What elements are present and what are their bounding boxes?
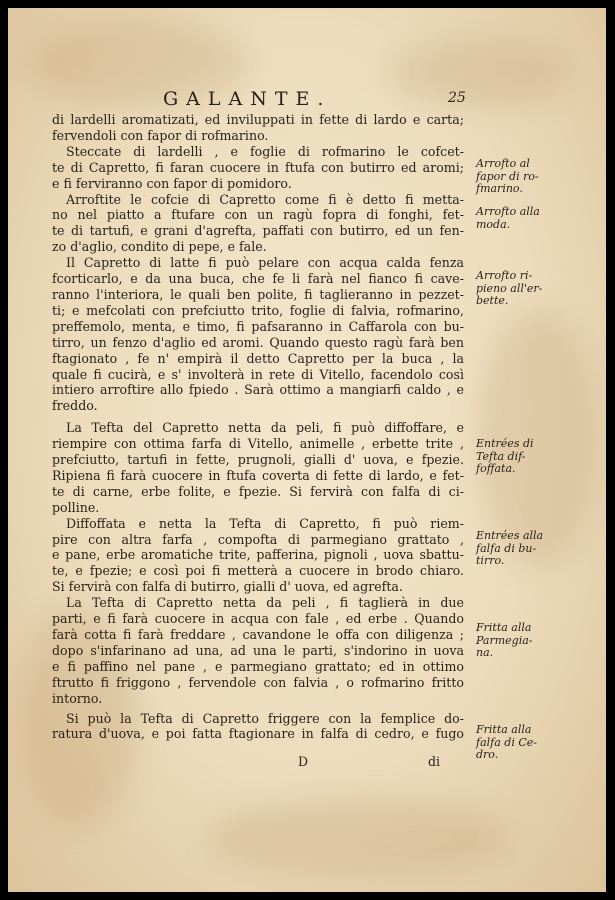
text-line: Il Capretto di latte fi può pelare con acqua calda fenza bbox=[66, 255, 464, 271]
running-title: GALANTE. bbox=[163, 88, 332, 110]
text-line: te di carne, erbe folite, e fpezie. Si fervirà con falfa di ci- bbox=[52, 483, 464, 499]
text-line: ftagionato , fe n' empirà il detto Capretto per la buca , la bbox=[52, 350, 464, 366]
margin-note-line: foffata. bbox=[476, 462, 516, 475]
margin-note-line: falfa di Ce- bbox=[476, 735, 537, 749]
text-line: quale fi cucirà, e s' involterà in rete di Vitello, facendolo così bbox=[52, 366, 464, 382]
margin-note-line: Fritta alla bbox=[476, 723, 532, 736]
text-line: pire con altra farfa , compofta di parmegiano grattato , bbox=[52, 531, 464, 547]
margin-note-fritta-cedro bbox=[476, 724, 594, 762]
text-line: te, e fpezie; e così poi fi metterà a cuocere in brodo chiaro. bbox=[52, 563, 464, 579]
text-line: riempire con ottima farfa di Vitello, animelle , erbette trite , bbox=[52, 436, 464, 452]
margin-note-line: Fritta alla bbox=[476, 621, 532, 634]
text-line: preffemolo, menta, e timo, fi pafsaranno in Caffarola con bu- bbox=[52, 318, 464, 334]
text-line: ftrutto fi friggono , fervendole con falvia , o rofmarino fritto bbox=[52, 674, 464, 690]
margin-note-line: moda. bbox=[476, 217, 511, 231]
margin-note-line: Arrofto ri- bbox=[476, 269, 533, 282]
text-line: dopo s'infarinano ad una, ad una le parti, s'indorino in uova bbox=[52, 642, 464, 658]
text-line: tirro, un fenzo d'aglio ed aromi. Quando questo ragù farà ben bbox=[52, 334, 464, 350]
text-line: ti; e mefcolati con prefciutto trito, foglie di falvia, rofmarino, bbox=[52, 302, 464, 318]
text-line: polline. bbox=[52, 499, 100, 515]
margin-note-fritta-parmegiana bbox=[476, 622, 594, 660]
margin-note-line: tirro. bbox=[476, 554, 505, 567]
margin-note-line: bette. bbox=[476, 294, 509, 307]
text-line: fervendoli con fapor di rofmarino. bbox=[52, 127, 269, 143]
margin-note-entrees-dissossata bbox=[476, 438, 594, 476]
text-line: Si può la Tefta di Capretto friggere con la femplice do- bbox=[66, 710, 464, 726]
margin-note-line: Arrofto alla bbox=[476, 205, 540, 218]
text-line: prefciutto, tartufi in fette, prugnoli, gialli d' uova, e fpezie. bbox=[52, 452, 464, 468]
text-line: farà cotta fi farà freddare , cavandone le offa con diligenza ; bbox=[52, 627, 464, 642]
text-line: e pane, erbe aromatiche trite, pafferina, pignoli , uova sbattu- bbox=[52, 547, 464, 563]
margin-note-line: falfa di bu- bbox=[476, 541, 537, 555]
text-line: Diffoffata e netta la Tefta di Capretto, fi può riem- bbox=[66, 515, 464, 531]
margin-note-line: Entrées di bbox=[476, 437, 534, 450]
paragraph bbox=[52, 255, 464, 414]
paragraph bbox=[52, 711, 464, 743]
text-line: Ripiena fi farà cuocere in ftufa coverta di fette di lardo, e fet- bbox=[52, 467, 464, 483]
margin-note-line: Entrées alla bbox=[476, 529, 544, 542]
text-line: no nel piatto a ftufare con un ragù fopra di fonghi, fet- bbox=[52, 207, 464, 223]
signature-mark: D bbox=[298, 754, 309, 769]
text-line: e fi ferviranno con fapor di pomidoro. bbox=[52, 175, 292, 191]
paragraph bbox=[52, 192, 464, 256]
margin-note-line: fapor di ro- bbox=[476, 169, 539, 183]
margin-note-line: Arrofto al bbox=[476, 157, 530, 170]
paragraph bbox=[52, 595, 464, 706]
text-line: parti, e fi farà cuocere in acqua con fale , ed erbe . Quando bbox=[52, 611, 464, 627]
text-line: zo d'aglio, condito di pepe, e fale. bbox=[52, 239, 267, 255]
paragraph bbox=[52, 112, 464, 144]
margin-note-line: fmarino. bbox=[476, 182, 523, 195]
text-line: e fi paffino nel pane , e parmegiano grattato; ed in ottimo bbox=[52, 658, 464, 674]
text-line: intorno. bbox=[52, 690, 103, 706]
margin-note-line: Tefta dif- bbox=[476, 449, 526, 463]
margin-note-line: dro. bbox=[476, 748, 499, 761]
margin-note-line: Parmegia- bbox=[476, 633, 533, 647]
text-line: freddo. bbox=[52, 398, 98, 414]
text-line: La Tefta del Capretto netta da peli, fi può diffoffare, e bbox=[66, 420, 464, 436]
body-text bbox=[52, 112, 464, 742]
page-stain bbox=[208, 798, 508, 878]
text-line: ranno l'interiora, le quali ben polite, fi taglieranno in pezzet- bbox=[52, 286, 464, 302]
paragraph bbox=[52, 144, 464, 192]
text-line: di lardelli aromatizati, ed inviluppati in fette di lardo e carta; bbox=[52, 112, 464, 127]
page-number: 25 bbox=[448, 90, 466, 106]
book-page bbox=[8, 8, 606, 892]
text-line: ratura d'uova, e poi fatta ftagionare in falfa di cedro, e fugo bbox=[52, 726, 464, 742]
margin-note-arrosto-rosmarino bbox=[476, 158, 594, 196]
margin-note-arrosto-moda bbox=[476, 206, 594, 231]
text-line: fcorticarlo, e da una buca, che fe li farà nel fianco fi cave- bbox=[52, 271, 464, 287]
paragraph bbox=[52, 516, 464, 596]
text-line: Si fervirà con falfa di butirro, gialli d' uova, ed agrefta. bbox=[52, 579, 403, 595]
text-line: La Tefta di Capretto netta da peli , fi taglierà in due bbox=[66, 595, 464, 611]
text-line: Arroftite le cofcie di Capretto come fi è detto fi metta- bbox=[66, 191, 464, 207]
margin-note-line: pieno all'er- bbox=[476, 281, 543, 295]
margin-note-entrees-butirro bbox=[476, 530, 594, 568]
text-line: te di Capretto, fi faran cuocere in ftufa con butirro ed aromi; bbox=[52, 159, 464, 175]
paragraph bbox=[52, 420, 464, 515]
margin-note-arrosto-ripieno bbox=[476, 270, 594, 308]
text-line: Steccate di lardelli , e foglie di rofmarino le cofcet- bbox=[66, 143, 464, 159]
text-line: intiero arroftire allo fpiedo . Sarà ottimo a mangiarfi caldo , e bbox=[52, 382, 464, 398]
margin-note-line: na. bbox=[476, 646, 494, 659]
text-line: te di tartufi, e grani d'agrefta, paffati con butirro, ed un fen- bbox=[52, 223, 464, 239]
catchword: di bbox=[428, 754, 441, 769]
